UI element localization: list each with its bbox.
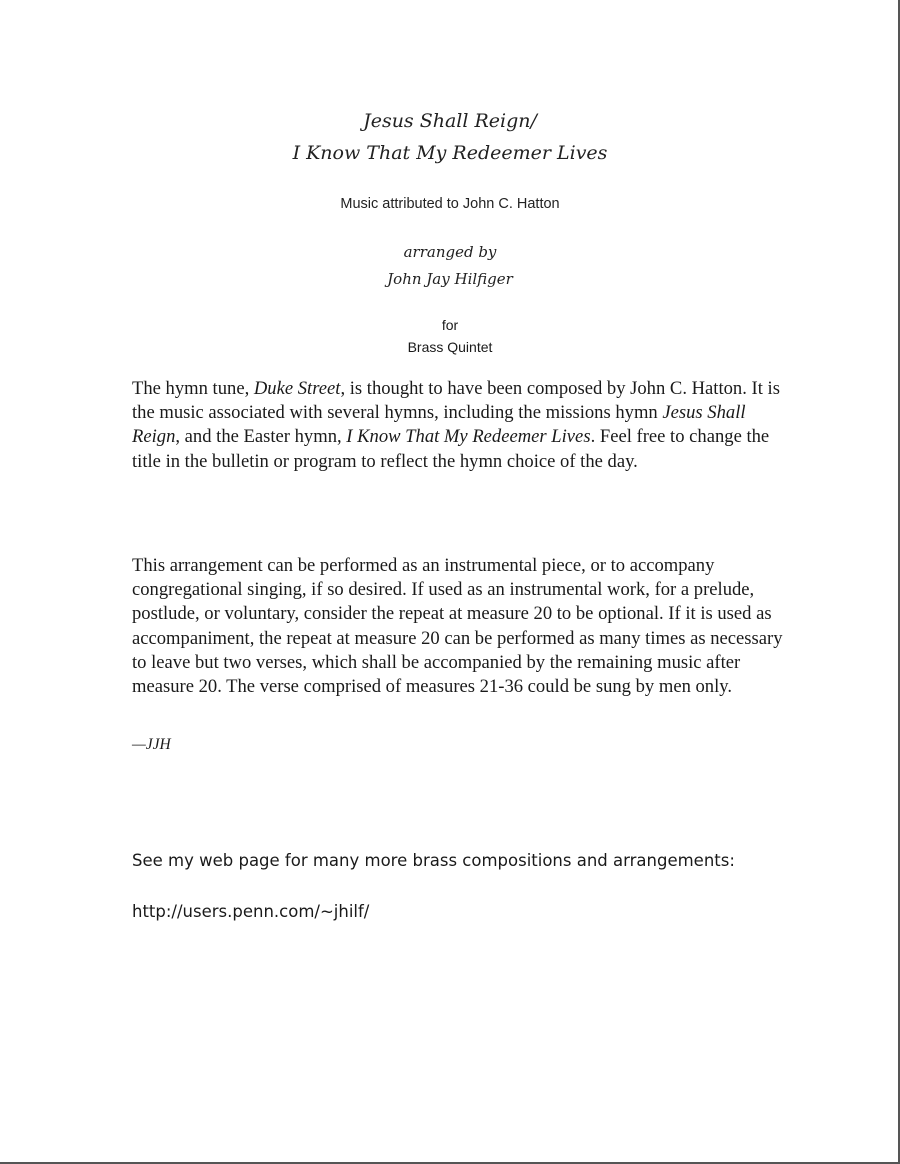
- p1-text-3: , and the Easter hymn,: [175, 426, 347, 448]
- signature: —JJH: [132, 736, 171, 753]
- p1-text-4: . Feel free to change the title in the bulletin or program to reflect the hymn choice of the day.: [132, 426, 770, 472]
- arranger-name: John Jay Hilfiger: [387, 270, 513, 288]
- title-line-1: Jesus Shall Reign/: [363, 110, 537, 132]
- p1-text-1: The hymn tune,: [132, 378, 254, 399]
- arranged-by-label: arranged by: [403, 243, 497, 261]
- website-url: http://users.penn.com/~jhilf/: [132, 902, 370, 921]
- performance-notes-paragraph: This arrangement can be performed as an instrumental piece, or to accompany congregational singing, if so desired. If used as an instrumental work, for a prelude, postlude, or voluntary, consider the repeat at measure 20 to be optional. If it is used as accompaniment, the repeat at measure 20 can be performed as many times as necessary to leave but two verses, which shall be accompanied by the remaining music after measure 20. The verse comprised of measures 21-36 could be sung by men only.: [132, 555, 783, 698]
- p1-italic-hymn-1: Jesus Shall Reign: [132, 402, 746, 448]
- attribution: Music attributed to John C. Hatton: [340, 196, 560, 212]
- p1-text-2: , is thought to have been composed by John C. Hatton. It is the music associated with several hymns, including the missions hymn: [132, 378, 780, 424]
- web-page-note: See my web page for many more brass compositions and arrangements:: [132, 851, 735, 870]
- p1-italic-hymn-2: I Know That My Redeemer Lives: [346, 426, 591, 448]
- for-label: for: [441, 317, 459, 333]
- p1-italic-tune: Duke Street: [253, 378, 341, 399]
- title-line-2: I Know That My Redeemer Lives: [292, 142, 608, 164]
- ensemble-label: Brass Quintet: [407, 339, 493, 355]
- description-paragraph: [132, 377, 792, 474]
